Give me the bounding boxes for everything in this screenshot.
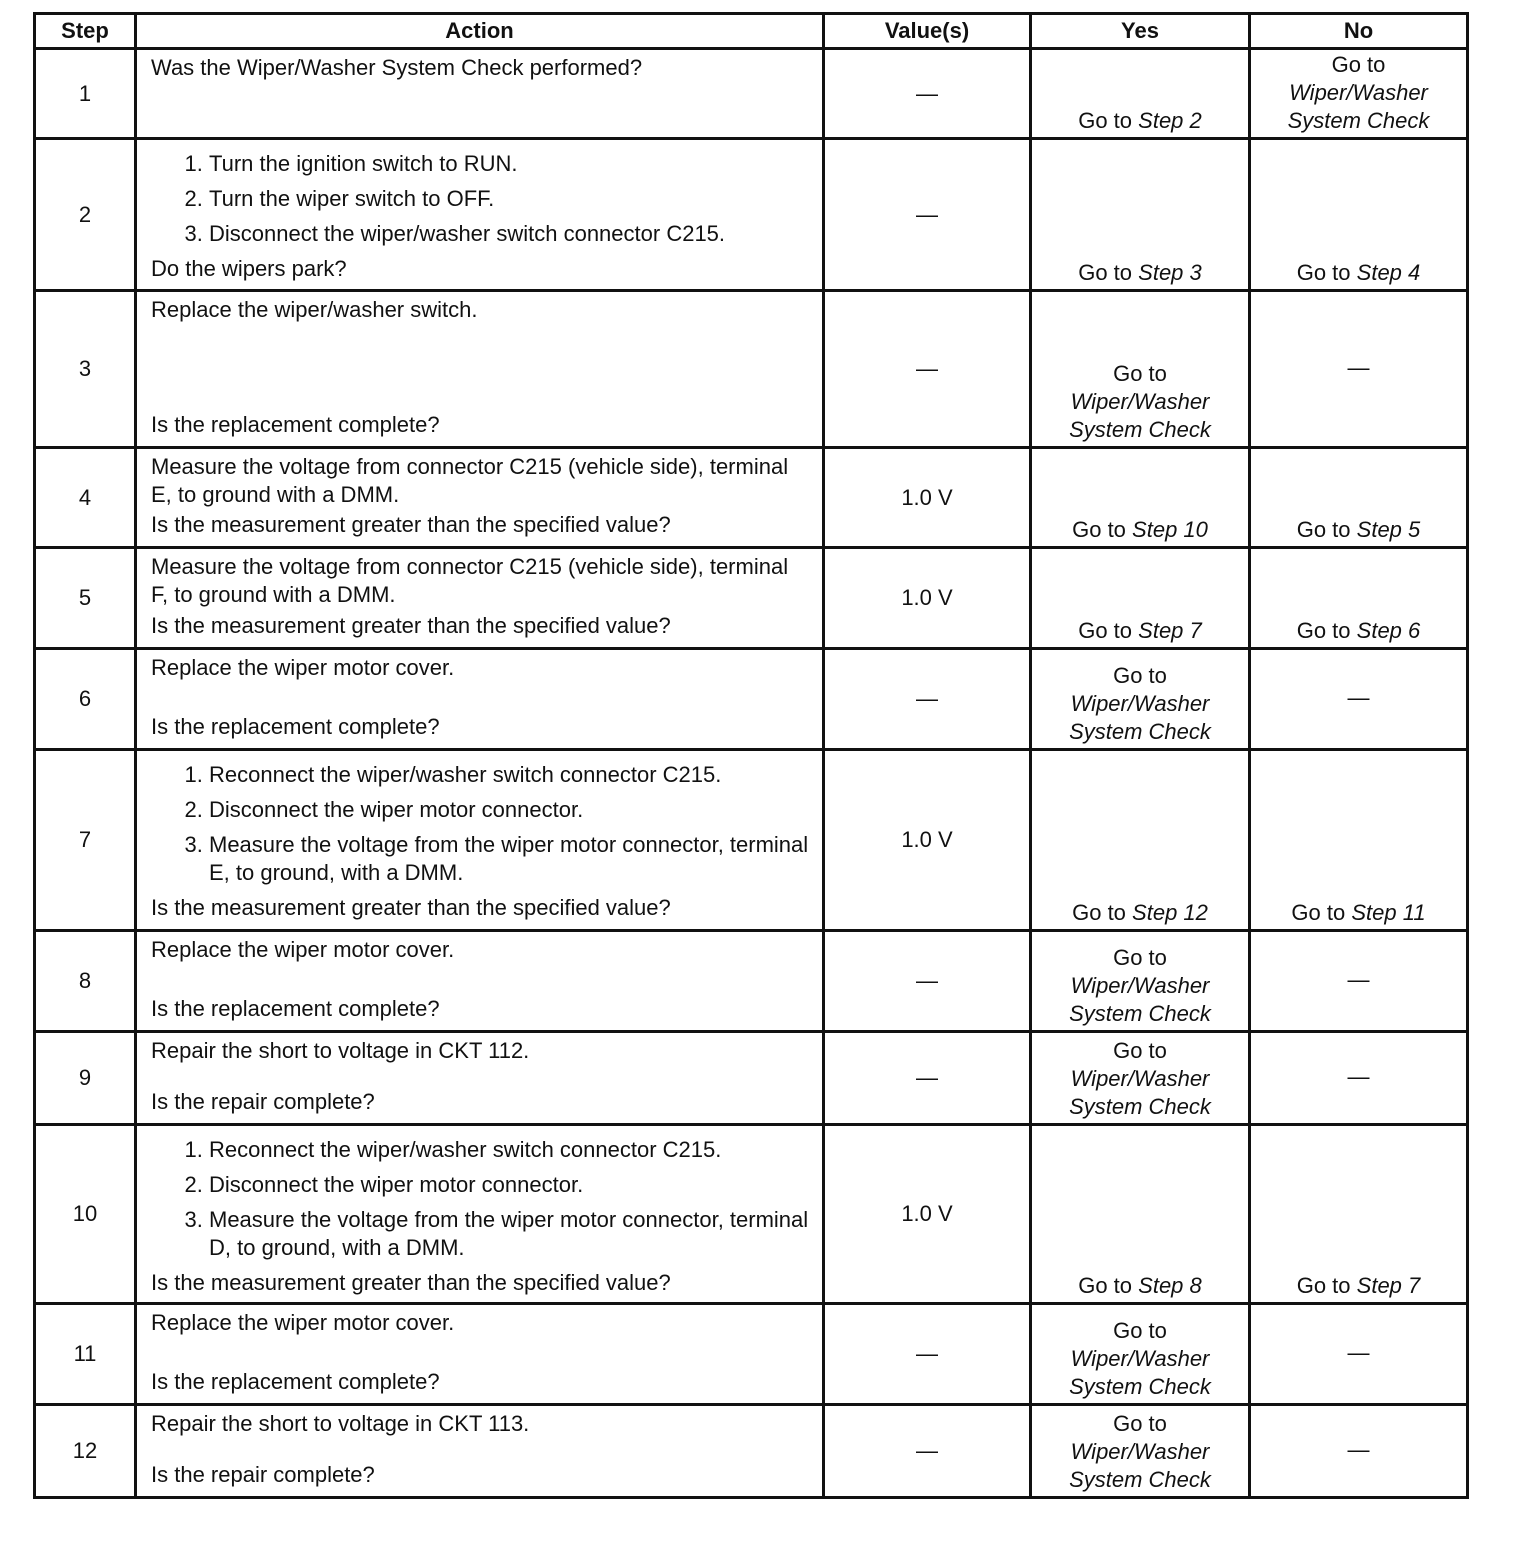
yes-cell [1031,931,1250,1032]
table-row [35,649,1468,750]
yes-cell [1031,291,1250,448]
action-cell [136,750,824,931]
no-cell-target: Step 11 [1351,900,1426,925]
yes-cell [1031,139,1250,291]
no-cell-line: — [1347,685,1370,710]
value-cell: — [824,931,1031,1032]
action-instructions [151,144,810,255]
table-row [35,1032,1468,1125]
value-cell: — [824,49,1031,139]
action-instructions [151,936,810,964]
yes-cell-line [1032,617,1248,645]
no-cell-line: System Check [1287,108,1430,133]
no-cell [1250,931,1468,1032]
action-content [151,755,810,922]
no-cell-goto: Go to [1291,900,1346,925]
yes-cell-goto: Go to [1078,260,1133,285]
yes-cell-line: Wiper/Washer [1070,389,1210,414]
action-question: Do the wipers park? [151,256,347,281]
no-cell-goto: Go to [1296,618,1351,643]
yes-cell-line: System Check [1069,1094,1211,1119]
diagnostic-table [33,12,1469,1499]
header-step: Step [35,14,136,49]
header-row [35,14,1468,49]
no-cell-line [1251,899,1466,927]
yes-cell-line: System Check [1069,719,1211,744]
action-question: Is the repair complete? [151,1089,375,1114]
no-cell-target: Step 6 [1356,618,1421,643]
no-cell [1250,448,1468,548]
yes-cell [1031,1304,1250,1405]
step-number: 7 [35,750,136,931]
action-content [151,1410,810,1489]
no-cell-goto: Go to [1296,517,1351,542]
no-cell [1250,1032,1468,1125]
yes-cell-line [1032,1272,1248,1300]
value-cell: 1.0 V [824,750,1031,931]
action-text: Replace the wiper motor cover. [151,937,455,962]
value-cell: — [824,649,1031,750]
yes-cell-target: Step 8 [1138,1273,1202,1298]
action-content [151,654,810,741]
action-text: Repair the short to voltage in CKT 113. [151,1411,530,1436]
action-cell [136,1125,824,1304]
step-number: 3 [35,291,136,448]
yes-cell-target: Step 7 [1138,618,1202,643]
yes-cell-line: Wiper/Washer [1070,1346,1210,1371]
step-number: 6 [35,649,136,750]
table-row [35,931,1468,1032]
action-instructions [151,1037,810,1065]
action-content [151,1309,810,1396]
no-cell-line: — [1347,1064,1370,1089]
yes-cell-line: Go to [1113,945,1167,970]
no-cell [1250,1304,1468,1405]
yes-cell-line [1032,259,1248,287]
yes-cell-line: Wiper/Washer [1070,973,1210,998]
action-text: Measure the voltage from connector C215 (vehicle side), terminal E, to ground with a DMM. [151,454,789,507]
step-number: 2 [35,139,136,291]
action-question: Is the measurement greater than the specified value? [151,512,671,537]
action-content [151,553,810,640]
action-step: 2. Turn the wiper switch to OFF. [209,185,810,213]
table-row [35,1405,1468,1498]
action-step: 1. Reconnect the wiper/washer switch connector C215. [209,761,810,789]
action-question: Is the measurement greater than the specified value? [151,613,671,638]
value-cell: 1.0 V [824,1125,1031,1304]
yes-cell-goto: Go to [1072,900,1126,925]
action-cell [136,448,824,548]
table-row [35,291,1468,448]
action-steps-list [151,761,810,887]
action-instructions [151,654,810,682]
yes-cell-target: Step 2 [1138,108,1202,133]
action-step: 2. Disconnect the wiper motor connector. [209,796,810,824]
action-content [151,296,810,439]
action-content [151,453,810,539]
no-cell [1250,1125,1468,1304]
yes-cell-line: Go to [1113,361,1167,386]
action-instructions [151,553,810,609]
yes-cell-line: System Check [1069,1467,1211,1492]
no-cell-line: — [1347,355,1370,380]
action-cell [136,649,824,750]
header-action: Action [136,14,824,49]
value-cell: — [824,291,1031,448]
table-row [35,1125,1468,1304]
yes-cell-line: Wiper/Washer [1070,691,1210,716]
action-instructions [151,296,810,324]
action-content [151,1130,810,1295]
yes-cell-target: Step 3 [1138,260,1202,285]
yes-cell-goto: Go to [1078,618,1133,643]
yes-cell-line [1032,107,1248,135]
action-question: Is the replacement complete? [151,1369,440,1394]
yes-cell-line: Go to [1113,1411,1167,1436]
action-cell [136,291,824,448]
action-step: 1. Turn the ignition switch to RUN. [209,150,810,178]
yes-cell [1031,448,1250,548]
yes-cell-line: Go to [1113,663,1167,688]
no-cell-line: — [1347,1340,1370,1365]
no-cell [1250,291,1468,448]
step-number: 4 [35,448,136,548]
action-cell [136,139,824,291]
header-no: No [1250,14,1468,49]
header-yes: Yes [1031,14,1250,49]
action-cell [136,49,824,139]
yes-cell-goto: Go to [1072,517,1126,542]
action-instructions [151,755,810,894]
action-steps-list [151,150,810,248]
yes-cell-target: Step 12 [1132,900,1208,925]
yes-cell-line: Go to [1113,1318,1167,1343]
value-cell: 1.0 V [824,548,1031,649]
no-cell [1250,1405,1468,1498]
yes-cell-line: Go to [1113,1038,1167,1063]
no-cell-target: Step 4 [1356,260,1421,285]
action-cell [136,1405,824,1498]
action-cell [136,1032,824,1125]
action-question: Is the measurement greater than the specified value? [151,1270,671,1295]
yes-cell [1031,49,1250,139]
table-row [35,49,1468,139]
header-values: Value(s) [824,14,1031,49]
action-step: 3. Measure the voltage from the wiper motor connector, terminal E, to ground, with a DMM. [209,831,810,887]
value-cell: — [824,1304,1031,1405]
yes-cell [1031,1405,1250,1498]
no-cell [1250,649,1468,750]
step-number: 10 [35,1125,136,1304]
table-row [35,750,1468,931]
table-row [35,548,1468,649]
action-step: 3. Disconnect the wiper/washer switch connector C215. [209,220,810,248]
action-content [151,936,810,1023]
yes-cell-goto: Go to [1078,1273,1133,1298]
no-cell [1250,139,1468,291]
table-row [35,448,1468,548]
action-text: Repair the short to voltage in CKT 112. [151,1038,530,1063]
no-cell-goto: Go to [1296,1273,1351,1298]
yes-cell-line [1032,516,1248,544]
yes-cell-line: Wiper/Washer [1070,1439,1210,1464]
step-number: 5 [35,548,136,649]
action-text: Measure the voltage from connector C215 (vehicle side), terminal F, to ground with a DMM. [151,554,789,607]
no-cell-line: Wiper/Washer [1289,80,1428,105]
action-question: Is the measurement greater than the specified value? [151,895,671,920]
step-number: 8 [35,931,136,1032]
action-text: Replace the wiper motor cover. [151,655,455,680]
yes-cell [1031,1032,1250,1125]
yes-cell-target: Step 10 [1132,517,1208,542]
yes-cell [1031,548,1250,649]
action-question: Is the replacement complete? [151,714,440,739]
action-content [151,1037,810,1116]
action-instructions [151,1410,810,1438]
action-cell [136,931,824,1032]
no-cell-line: — [1347,1437,1370,1462]
table-row [35,139,1468,291]
no-cell-line: Go to [1331,52,1386,77]
yes-cell [1031,649,1250,750]
action-instructions [151,453,810,509]
step-number: 9 [35,1032,136,1125]
action-question: Is the repair complete? [151,1462,375,1487]
no-cell [1250,548,1468,649]
yes-cell [1031,750,1250,931]
action-instructions [151,1309,810,1337]
action-instructions [151,54,810,82]
yes-cell-line: System Check [1069,1001,1211,1026]
step-number: 1 [35,49,136,139]
no-cell-line [1251,259,1466,287]
no-cell-target: Step 7 [1356,1273,1421,1298]
value-cell: — [824,1405,1031,1498]
yes-cell-line: Wiper/Washer [1070,1066,1210,1091]
yes-cell-line [1032,899,1248,927]
no-cell-line [1251,1272,1466,1300]
yes-cell [1031,1125,1250,1304]
action-step: 1. Reconnect the wiper/washer switch connector C215. [209,1136,810,1164]
action-step: 3. Measure the voltage from the wiper motor connector, terminal D, to ground, with a DMM. [209,1206,810,1262]
action-content [151,144,810,282]
step-number: 12 [35,1405,136,1498]
table-row [35,1304,1468,1405]
no-cell-line: — [1347,967,1370,992]
yes-cell-line: System Check [1069,417,1211,442]
action-step: 2. Disconnect the wiper motor connector. [209,1171,810,1199]
action-text: Replace the wiper motor cover. [151,1310,455,1335]
action-instructions [151,1130,810,1269]
action-question: Is the replacement complete? [151,996,440,1021]
action-steps-list [151,1136,810,1262]
value-cell: — [824,139,1031,291]
action-content [151,54,810,130]
action-cell [136,1304,824,1405]
no-cell-line [1251,516,1466,544]
table-body [35,49,1468,1498]
action-question: Is the replacement complete? [151,412,440,437]
action-text: Was the Wiper/Washer System Check performed? [151,55,643,80]
yes-cell-line: System Check [1069,1374,1211,1399]
no-cell-target: Step 5 [1356,517,1421,542]
value-cell: 1.0 V [824,448,1031,548]
no-cell-line [1251,617,1466,645]
action-text: Replace the wiper/washer switch. [151,297,478,322]
no-cell [1250,750,1468,931]
step-number: 11 [35,1304,136,1405]
action-cell [136,548,824,649]
value-cell: — [824,1032,1031,1125]
no-cell [1250,49,1468,139]
no-cell-goto: Go to [1296,260,1351,285]
yes-cell-goto: Go to [1078,108,1133,133]
